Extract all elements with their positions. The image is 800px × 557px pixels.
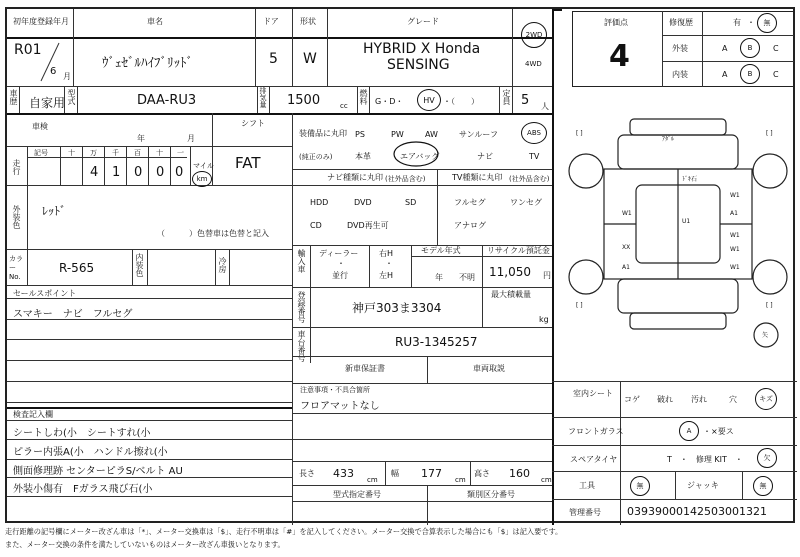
front-glass-suffix: ・×要ス	[703, 427, 734, 436]
import-dot-1: ・	[337, 259, 345, 268]
repair-circle	[757, 13, 777, 33]
grade-label: グレード	[407, 17, 439, 26]
exterior-label: 外装	[672, 44, 688, 53]
fuel-paren: ・（ ）	[443, 97, 479, 106]
reg-month: 6	[50, 66, 57, 77]
score-label: 評価点	[604, 18, 628, 27]
seat-burn: コゲ	[624, 395, 640, 404]
navi-hdd: HDD	[310, 198, 329, 207]
diagram-bracket-1: [ ]	[576, 130, 583, 137]
diagram-bracket-4: [ ]	[766, 302, 773, 309]
equip-ps: PS	[355, 130, 365, 139]
tv-oneseg: ワンセグ	[510, 198, 542, 207]
repair-yes: 有	[733, 18, 741, 27]
exterior-b: B	[747, 44, 753, 52]
seat-tear: 破れ	[657, 395, 673, 404]
interior-c: C	[773, 70, 779, 79]
seat-stain: 汚れ	[691, 395, 707, 404]
selling-points-text: スマキー ナビ フルセグ	[13, 309, 133, 320]
diagram-mark-11: W1	[730, 264, 740, 271]
navi-cd: CD	[310, 221, 322, 230]
usage: 自家用	[29, 96, 66, 110]
width-value: 177	[421, 467, 442, 480]
max-load-label: 最大積載量	[491, 290, 531, 299]
tv-fullseg: フルセグ	[454, 198, 486, 207]
recycle-yen: 円	[543, 271, 551, 280]
diagram-mark-10: A1	[622, 264, 630, 271]
inspection-year: 年	[137, 134, 145, 143]
chassis-value: RU3-1345257	[395, 335, 478, 349]
interior-a: A	[722, 70, 728, 79]
footer-line-1: 走行距離の記号欄にメーター改ざん車は「*」、メーター交換車は「$」、走行不明車は「#」を記入してください。メーター交換で合算表示した場合にも「$」は記入要です。	[5, 527, 563, 536]
length-value: 433	[333, 467, 354, 480]
score-value: 4	[609, 39, 630, 74]
tools-none-circle	[630, 476, 650, 496]
front-glass-label: フロントガラス	[568, 427, 624, 436]
diagram-mark-1: ｱﾀﾞﾙ	[662, 136, 675, 143]
equip-pw: PW	[391, 130, 404, 139]
paint-note: （ ）色替車は色替と記入	[157, 229, 269, 238]
abs-circle	[521, 122, 547, 144]
mileage-digit-4: 0	[156, 165, 165, 180]
grade-line2: SENSING	[387, 57, 450, 73]
diagram-mark-8: W1	[730, 232, 740, 239]
tv-title: TV種類に丸印	[452, 173, 503, 182]
exterior-c: C	[773, 44, 779, 53]
spare-tire-missing: 欠	[763, 454, 771, 462]
color-no: R-565	[59, 261, 95, 275]
equip-leather: 本革	[355, 152, 371, 161]
diagram-mark-6: W1	[622, 210, 632, 217]
door-label: ドア	[263, 17, 279, 26]
front-glass-a-circle	[679, 421, 699, 441]
month-unit: 月	[63, 72, 71, 81]
reg-year-label: 初年度登録年月	[13, 17, 69, 26]
color-no-label: カラーNo.	[9, 255, 23, 281]
doors: 5	[269, 51, 278, 67]
equip-tv: TV	[529, 152, 540, 161]
drive-2wd: 2WD	[525, 31, 543, 39]
fuel-hv: HV	[423, 95, 435, 105]
height-value: 160	[509, 467, 530, 480]
unit-ichi: 一	[177, 149, 184, 157]
equipment-label: 装備品に丸印	[299, 129, 347, 138]
max-load-kg: kg	[539, 315, 549, 324]
equip-airbag: エアバッグ	[400, 152, 440, 161]
selling-points-label: セールスポイント	[13, 289, 77, 298]
model-year-unknown: 不明	[459, 273, 475, 282]
fuel-hv-circle	[417, 89, 441, 111]
import-left-h: 左H	[379, 271, 394, 280]
airbag-circle	[392, 140, 440, 168]
diagram-mark-12: 矢	[762, 332, 769, 339]
drive-2wd-circle	[521, 22, 547, 48]
diagram-mark-9: W1	[730, 246, 740, 253]
model-label: 型式	[67, 89, 76, 105]
exterior-a: A	[722, 44, 728, 53]
mileage-digit-5: 0	[175, 165, 184, 180]
caution-text: フロアマットなし	[300, 401, 380, 412]
slash-divider	[37, 41, 61, 83]
mileage-digit-2: 1	[112, 165, 121, 180]
width-label: 幅	[391, 469, 399, 478]
manual-label: 車両取説	[473, 364, 505, 373]
import-right-h: 右H	[379, 249, 394, 258]
length-label: 長さ	[299, 469, 315, 478]
tools-label: 工具	[579, 481, 595, 490]
inspection-month: 月	[187, 134, 195, 143]
diagram-mark-7: XX	[622, 244, 631, 251]
seat-scratch-circle	[755, 388, 777, 410]
usage-label: 車歴	[9, 89, 18, 105]
jack-none-circle	[753, 476, 773, 496]
shift-label: シフト	[241, 119, 265, 128]
cc-unit: cc	[340, 102, 348, 110]
navi-title: ナビ種類に丸印	[327, 173, 383, 182]
chassis-label: 車台番号	[297, 330, 306, 362]
navi-sd: SD	[405, 198, 417, 207]
model-year-label: モデル年式	[421, 246, 461, 255]
interior-color-label: 内装色	[135, 253, 144, 277]
navi-sub: (社外品含む)	[385, 175, 426, 183]
spare-tire-options: T ・ 修理 KIT ・	[667, 455, 743, 464]
mileage-symbol-label: 記号	[34, 149, 48, 157]
car-diagram	[562, 99, 794, 379]
interior-b-circle	[740, 64, 760, 84]
km-unit: km	[196, 175, 208, 183]
drive-4wd: 4WD	[525, 60, 542, 68]
km-circle	[192, 171, 212, 187]
unit-sen: 千	[112, 149, 119, 157]
seat-scratch: キズ	[759, 395, 773, 403]
front-glass-a: A	[686, 427, 692, 435]
model: DAA-RU3	[137, 93, 197, 108]
equip-navi: ナビ	[477, 152, 493, 161]
interior-label: 内装	[672, 70, 688, 79]
unit-ten-thousands: 十	[68, 149, 75, 157]
jack-label: ジャッキ	[687, 481, 719, 490]
jack-none: 無	[759, 482, 767, 490]
mileage-digit-3: 0	[134, 165, 143, 180]
displacement: 1500	[287, 93, 321, 108]
repair-dot: ・	[747, 18, 755, 27]
car-name-label: 車名	[147, 17, 163, 26]
exterior-b-circle	[740, 38, 760, 58]
unit-ju: 十	[156, 149, 163, 157]
capacity-label: 定員	[502, 89, 511, 105]
shift: FAT	[235, 154, 261, 172]
equip-abs: ABS	[527, 129, 541, 137]
inspector-notes-label: 検査記入欄	[13, 410, 53, 419]
spare-tire-label: スペアタイヤ	[570, 455, 618, 464]
inspector-note-1: シートしわ(小 シートすれ(小	[13, 428, 151, 439]
management-value: 03939000142503001321	[627, 505, 767, 518]
inspection-label: 車検	[32, 122, 48, 131]
new-car-warranty-label: 新車保証書	[345, 364, 385, 373]
height-label: 高さ	[474, 469, 490, 478]
unit-man: 万	[90, 149, 97, 157]
color-value: ﾚｯﾄﾞ	[42, 204, 67, 218]
shape: W	[303, 51, 317, 67]
navi-dvd-playback: DVD再生可	[347, 221, 389, 230]
tv-analog: アナログ	[454, 221, 486, 230]
diagram-bracket-2: [ ]	[766, 130, 773, 137]
height-unit: cm	[541, 476, 552, 484]
diagram-bracket-3: [ ]	[576, 302, 583, 309]
caution-label: 注意事項・不具合箇所	[300, 386, 370, 394]
recycle-label: リサイクル預託金	[487, 246, 550, 255]
interior-b: B	[747, 70, 753, 78]
mile-label: マイル	[193, 162, 214, 170]
width-unit: cm	[455, 476, 466, 484]
mileage-label: 走行	[12, 159, 21, 175]
length-unit: cm	[367, 476, 378, 484]
fuel-label: 燃料	[359, 89, 368, 105]
registration-label: 登録番号	[297, 291, 306, 323]
footer-line-2: また、メーター交換の条件を満たしていないものはメーター改ざん車扱いとなります。	[5, 540, 285, 549]
model-year-unit: 年	[435, 273, 443, 282]
type-designation-label: 型式指定番号	[333, 490, 381, 499]
navi-dvd: DVD	[354, 198, 372, 207]
tv-sub: (社外品含む)	[509, 175, 550, 183]
person-unit: 人	[541, 102, 549, 111]
category-label: 類別区分番号	[467, 490, 515, 499]
shape-label: 形状	[300, 17, 316, 26]
inspector-note-4: 外装小傷有 Fガラス飛び石(小	[13, 484, 153, 495]
import-dot-2: ・	[385, 259, 393, 268]
spare-tire-missing-circle	[757, 448, 777, 468]
diagram-mark-2: ﾄﾞｷ石	[682, 176, 698, 183]
fuel-options: G・D・	[375, 97, 404, 106]
grade-line1: HYBRID X Honda	[363, 41, 481, 57]
inspector-note-2: ピラー内張A(小 ハンドル擦れ(小	[13, 447, 168, 458]
reg-year: R01	[14, 42, 42, 58]
mileage-digit-1: 4	[90, 165, 99, 180]
seat-hole: 穴	[729, 395, 737, 404]
import-dealer: ディーラー	[319, 249, 359, 258]
diagram-mark-5: U1	[682, 218, 691, 225]
color-label: 外装色	[12, 205, 21, 229]
registration-value: 神戸303ま3304	[352, 301, 442, 315]
management-label: 管理番号	[569, 508, 601, 517]
equipment-sublabel: (純正のみ)	[299, 153, 333, 161]
import-parallel: 並行	[332, 271, 348, 280]
inspector-note-3: 側面修理跡 センターピラS/ベルト AU	[13, 466, 183, 477]
repair-no: 無	[763, 19, 771, 27]
ac-label: 冷房	[218, 257, 227, 273]
capacity: 5	[521, 93, 530, 108]
repair-label: 修復歴	[669, 18, 693, 27]
displacement-label: 排気量	[259, 87, 267, 108]
unit-hyaku: 百	[134, 149, 141, 157]
interior-seat-label: 室内シート	[573, 389, 613, 398]
diagram-mark-3: W1	[730, 192, 740, 199]
equip-aw: AW	[425, 130, 438, 139]
import-label: 輸入車	[297, 249, 306, 273]
recycle-value: 11,050	[489, 265, 531, 279]
car-name: ｳﾞｪｾﾞﾙﾊｲﾌﾞﾘｯﾄﾞ	[102, 56, 193, 71]
diagram-mark-4: A1	[730, 210, 738, 217]
tools-none: 無	[636, 482, 644, 490]
auction-sheet	[5, 7, 795, 523]
equip-sunroof: サンルーフ	[459, 130, 498, 139]
